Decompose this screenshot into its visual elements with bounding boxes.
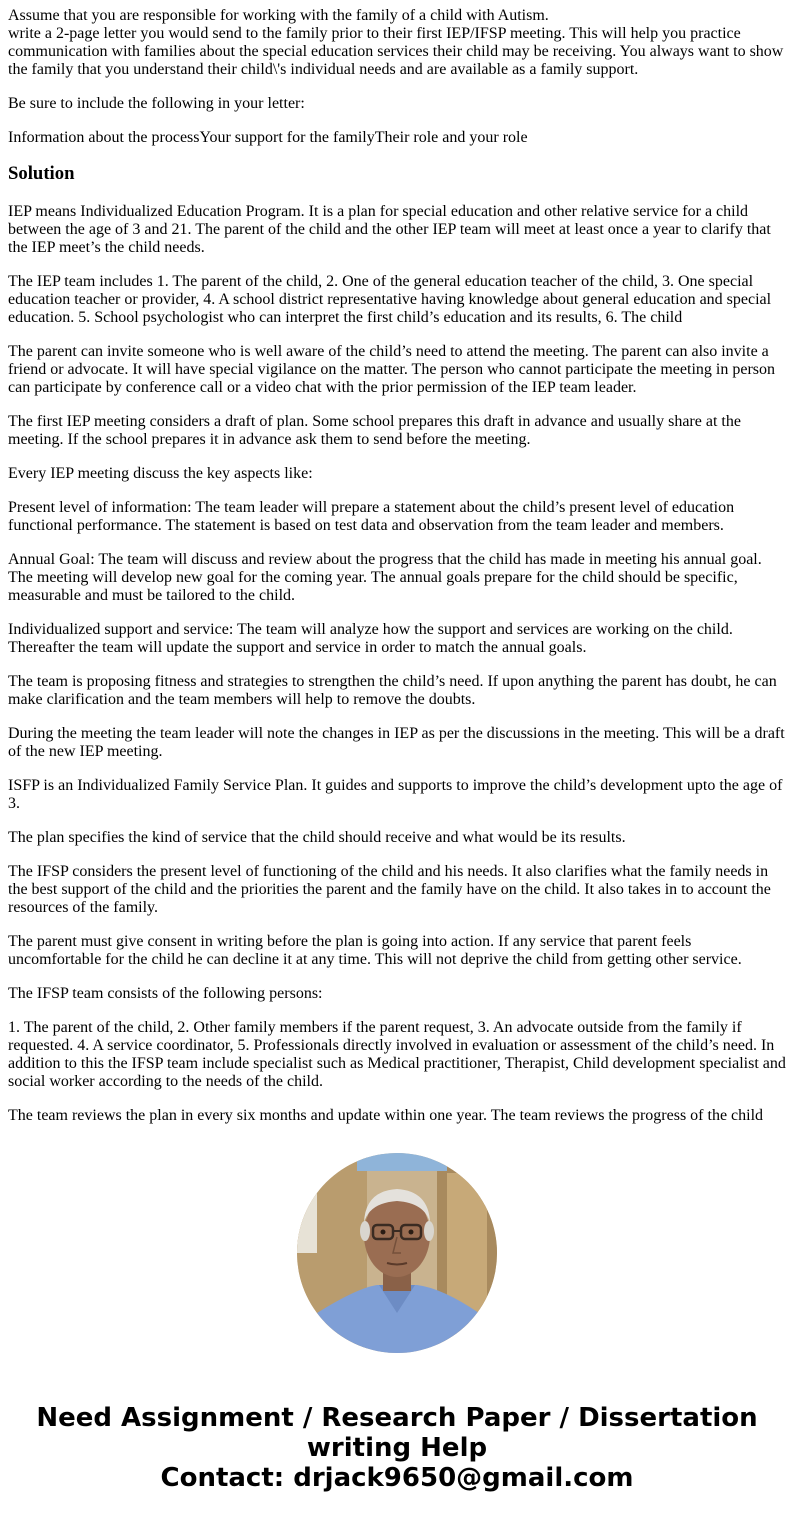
solution-paragraph: The IFSP team consists of the following persons: xyxy=(8,985,323,1002)
document-content xyxy=(8,7,787,1124)
promo-line-1: Need Assignment / Research Paper / Dissertation xyxy=(36,1403,758,1433)
solution-paragraph: During the meeting the team leader will note the changes in IEP as per the discussions in the meeting. This will be a draft of the new IEP meeting. xyxy=(8,725,785,760)
solution-paragraph: The IEP team includes 1. The parent of the child, 2. One of the general education teacher of the child, 3. One special education teacher or provider, 4. A school district representative having knowledge about general education and special education. 5. School psychologist who can interpret the first child’s education and its results, 6. The child xyxy=(8,273,772,326)
question-text xyxy=(8,7,787,79)
solution-paragraph: The team is proposing fitness and strategies to strengthen the child’s need. If upon anything the parent has doubt, he can make clarification and the team members will help to remove the doubts. xyxy=(8,673,777,708)
promo-contact: Contact: drjack9650@gmail.com xyxy=(160,1463,634,1493)
solution-paragraph: IEP means Individualized Education Program. It is a plan for special education and other relative service for a child between the age of 3 and 21. The parent of the child and the other IEP team will meet at least once a year to clarify that the IEP meet’s the child needs. xyxy=(8,203,771,256)
solution-paragraph: The IFSP considers the present level of functioning of the child and his needs. It also clarifies what the family needs in the best support of the child and the priorities the parent and the family have on the child. It also takes in to account the resources of the family. xyxy=(8,863,771,916)
author-avatar xyxy=(297,1153,497,1353)
question-line-1: Assume that you are responsible for working with the family of a child with Autism. xyxy=(8,7,549,24)
promo-banner xyxy=(0,1403,794,1493)
solution-paragraph: 1. The parent of the child, 2. Other family members if the parent request, 3. An advocate outside from the family if requested. 4. A service coordinator, 5. Professionals directly involved in evaluation or assessment of the child’s need. In addition to this the IFSP team include specialist such as Medical practitioner, Therapist, Child development specialist and social worker according to the needs of the child. xyxy=(8,1019,786,1090)
solution-paragraph: Present level of information: The team leader will prepare a statement about the child’s present level of education functional performance. The statement is based on test data and observation from the team leader and members. xyxy=(8,499,735,534)
include-intro: Be sure to include the following in your letter: xyxy=(8,95,305,112)
solution-paragraph: Every IEP meeting discuss the key aspects like: xyxy=(8,465,313,482)
solution-paragraph: ISFP is an Individualized Family Service Plan. It guides and supports to improve the child’s development upto the age of 3. xyxy=(8,777,783,812)
promo-line-2: writing Help xyxy=(306,1433,488,1463)
author-photo xyxy=(297,1153,497,1353)
solution-paragraph: Individualized support and service: The team will analyze how the support and services are working on the child. Thereafter the team will update the support and service in order to match the annual goals. xyxy=(8,621,733,656)
solution-paragraph: The parent must give consent in writing before the plan is going into action. If any service that parent feels uncomfortable for the child he can decline it at any time. This will not deprive the child from getting other service. xyxy=(8,933,742,968)
solution-heading: Solution xyxy=(8,163,75,184)
solution-paragraph: Annual Goal: The team will discuss and review about the progress that the child has made in meeting his annual goal. The meeting will develop new goal for the coming year. The annual goals prepare for the child should be specific, measurable and must be tailored to the child. xyxy=(8,551,762,604)
solution-paragraph: The parent can invite someone who is well aware of the child’s need to attend the meeting. The parent can also invite a friend or advocate. It will have special vigilance on the matter. The person who cannot participate the meeting in person can participate by conference call or a video chat with the prior permission of the IEP team leader. xyxy=(8,343,775,396)
solution-paragraph: The first IEP meeting considers a draft of plan. Some school prepares this draft in advance and usually share at the meeting. If the school prepares it in advance ask them to send before the meeting. xyxy=(8,413,741,448)
solution-paragraph: The plan specifies the kind of service that the child should receive and what would be its results. xyxy=(8,829,626,846)
solution-paragraph: The team reviews the plan in every six months and update within one year. The team reviews the progress of the child xyxy=(8,1107,764,1124)
include-items: Information about the processYour support for the familyTheir role and your role xyxy=(8,129,528,146)
question-line-2: write a 2-page letter you would send to the family prior to their first IEP/IFSP meeting. This will help you practice communication with families about the special education services their child may be receiving. You always want to show the family that you understand their child\'s individual needs and are available as a family support. xyxy=(8,25,784,78)
